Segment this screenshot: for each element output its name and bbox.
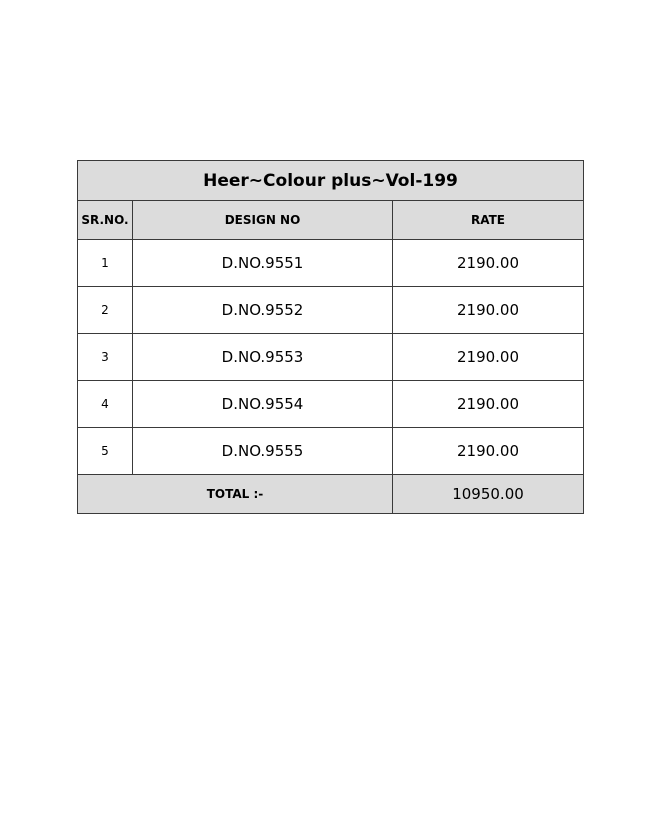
rate-cell: 2190.00 bbox=[393, 287, 584, 334]
table-row bbox=[78, 240, 584, 287]
sr-no-cell: 4 bbox=[78, 381, 133, 428]
design-no-cell: D.NO.9553 bbox=[133, 334, 393, 381]
total-value: 10950.00 bbox=[393, 475, 584, 514]
table-row bbox=[78, 381, 584, 428]
table-row bbox=[78, 287, 584, 334]
rate-cell: 2190.00 bbox=[393, 381, 584, 428]
sr-no-cell: 2 bbox=[78, 287, 133, 334]
column-header-rate: RATE bbox=[393, 201, 584, 240]
rate-cell: 2190.00 bbox=[393, 428, 584, 475]
price-table bbox=[77, 160, 584, 514]
design-no-cell: D.NO.9551 bbox=[133, 240, 393, 287]
table-title: Heer~Colour plus~Vol-199 bbox=[78, 161, 584, 201]
total-row bbox=[78, 475, 584, 514]
table-row bbox=[78, 334, 584, 381]
design-no-cell: D.NO.9552 bbox=[133, 287, 393, 334]
rate-cell: 2190.00 bbox=[393, 240, 584, 287]
sr-no-cell: 3 bbox=[78, 334, 133, 381]
title-row bbox=[78, 161, 584, 201]
column-header-design-no: DESIGN NO bbox=[133, 201, 393, 240]
sr-no-cell: 5 bbox=[78, 428, 133, 475]
total-label: TOTAL :- bbox=[78, 475, 393, 514]
rate-cell: 2190.00 bbox=[393, 334, 584, 381]
table-row bbox=[78, 428, 584, 475]
design-no-cell: D.NO.9555 bbox=[133, 428, 393, 475]
column-header-sr-no: SR.NO. bbox=[78, 201, 133, 240]
header-row bbox=[78, 201, 584, 240]
sr-no-cell: 1 bbox=[78, 240, 133, 287]
design-no-cell: D.NO.9554 bbox=[133, 381, 393, 428]
